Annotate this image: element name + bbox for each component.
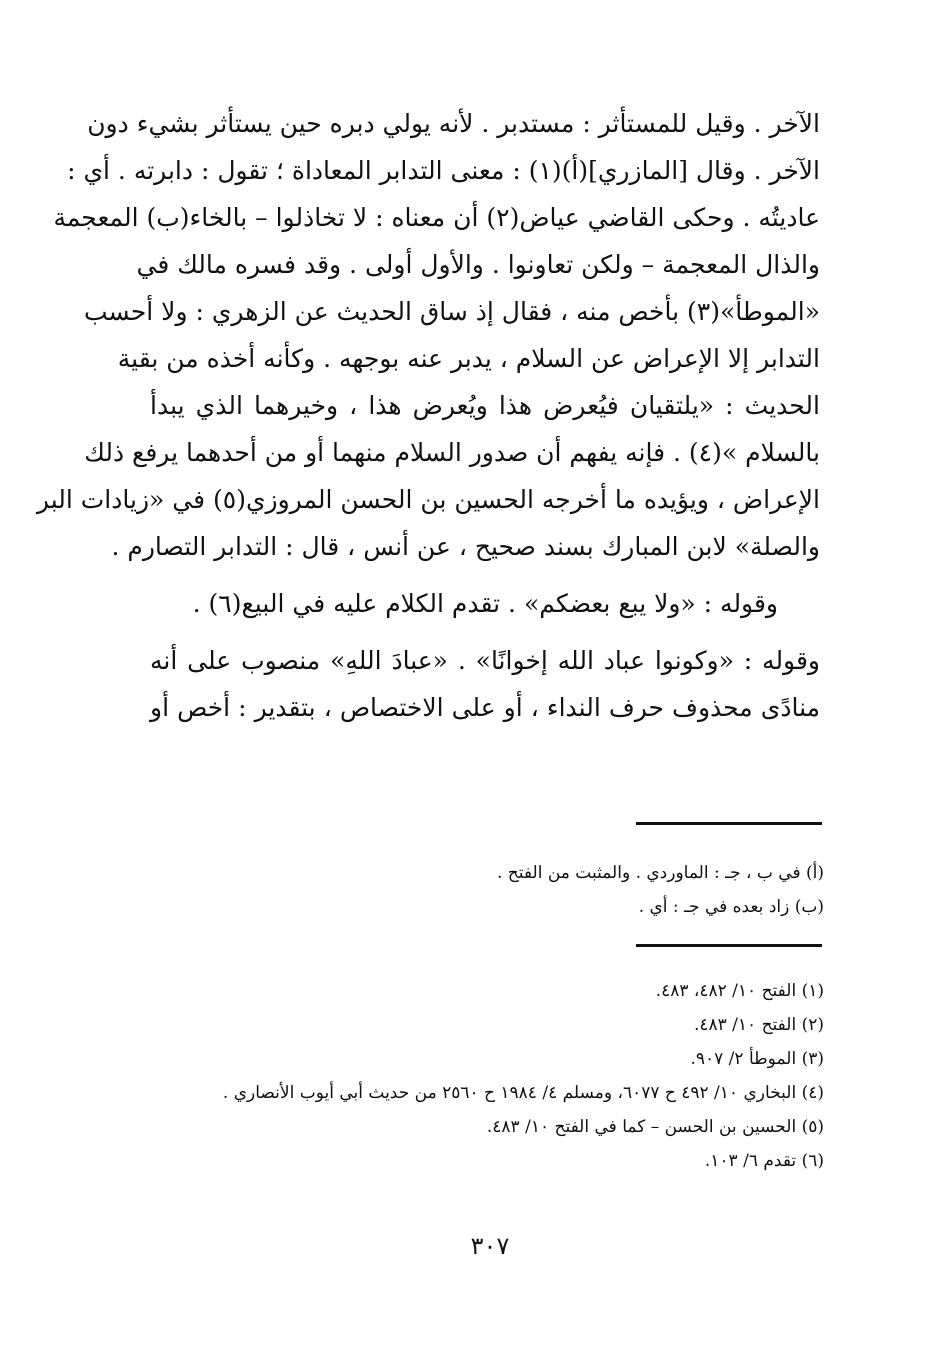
text-line: والذال المعجمة – ولكن تعاونوا . والأول أولى . وقد فسره مالك في [136, 250, 820, 279]
paragraph-gap [150, 627, 820, 637]
footnote: (٥) الحسين بن الحسن – كما في الفتح ١٠/ ٤٨٣. [486, 1117, 824, 1137]
footnote: (٤) البخاري ١٠/ ٤٩٢ ح ٦٠٧٧، ومسلم ٤/ ١٩٨٤ ح ٢٥٦٠ من حديث أبي أيوب الأنصاري . [222, 1083, 824, 1103]
text-line: الإعراض ، ويؤيده ما أخرجه الحسين بن الحسن المروزي(٥) في «زيادات البر [36, 485, 820, 514]
footnotes [150, 974, 824, 1178]
footnote: (١) الفتح ١٠/ ٤٨٢، ٤٨٣. [655, 981, 824, 1001]
text-line: وقوله : «وكونوا عباد الله إخوانًا» . «عبادَ اللهِ» منصوب على أنه [150, 646, 820, 675]
main-text [36, 100, 820, 731]
paragraph-gap [150, 570, 820, 580]
text-line: وقوله : «ولا يبع بعضكم» . تقدم الكلام عليه في البيع(٦) . [192, 589, 778, 618]
footnote-separator [636, 822, 822, 825]
footnote-separator [636, 944, 822, 947]
text-line: الآخر . وقيل للمستأثر : مستدبر . لأنه يولي دبره حين يستأثر بشيء دون [87, 109, 820, 138]
text-line: والصلة» لابن المبارك بسند صحيح ، عن أنس ، قال : التدابر التصارم . [111, 532, 820, 561]
variant-note: (ب) زاد بعده في جـ : أي . [638, 897, 824, 917]
footnote: (٣) الموطأ ٢/ ٩٠٧. [690, 1049, 824, 1069]
text-line: عاديتُه . وحكى القاضي عياض(٢) أن معناه : لا تخاذلوا – بالخاء(ب) المعجمة [53, 203, 820, 232]
text-line: منادًى محذوف حرف النداء ، أو على الاختصاص ، بتقدير : أخص أو [150, 693, 820, 722]
footnote: (٦) تقدم ٦/ ١٠٣. [704, 1151, 824, 1171]
text-line: «الموطأ»(٣) بأخص منه ، فقال إذ ساق الحديث عن الزهري : ولا أحسب [83, 297, 820, 326]
text-line: الحديث : «يلتقيان فيُعرض هذا ويُعرض هذا ، وخيرهما الذي يبدأ [150, 391, 820, 420]
text-line: الآخر . وقال [المازري](أ)(١) : معنى التدابر المعاداة ؛ تقول : دابرته . أي : [67, 156, 820, 185]
variant-note: (أ) في ب ، جـ : الماوردي . والمثبت من الفتح . [497, 863, 824, 883]
text-line: بالسلام »(٤) . فإنه يفهم أن صدور السلام منهما أو من أحدهما يرفع ذلك [84, 438, 820, 467]
text-line: التدابر إلا الإعراض عن السلام ، يدبر عنه بوجهه . وكأنه أخذه من بقية [117, 344, 820, 373]
page-number: ٣٠٧ [470, 1232, 510, 1260]
footnote: (٢) الفتح ١٠/ ٤٨٣. [693, 1015, 824, 1035]
variant-notes [150, 856, 824, 924]
